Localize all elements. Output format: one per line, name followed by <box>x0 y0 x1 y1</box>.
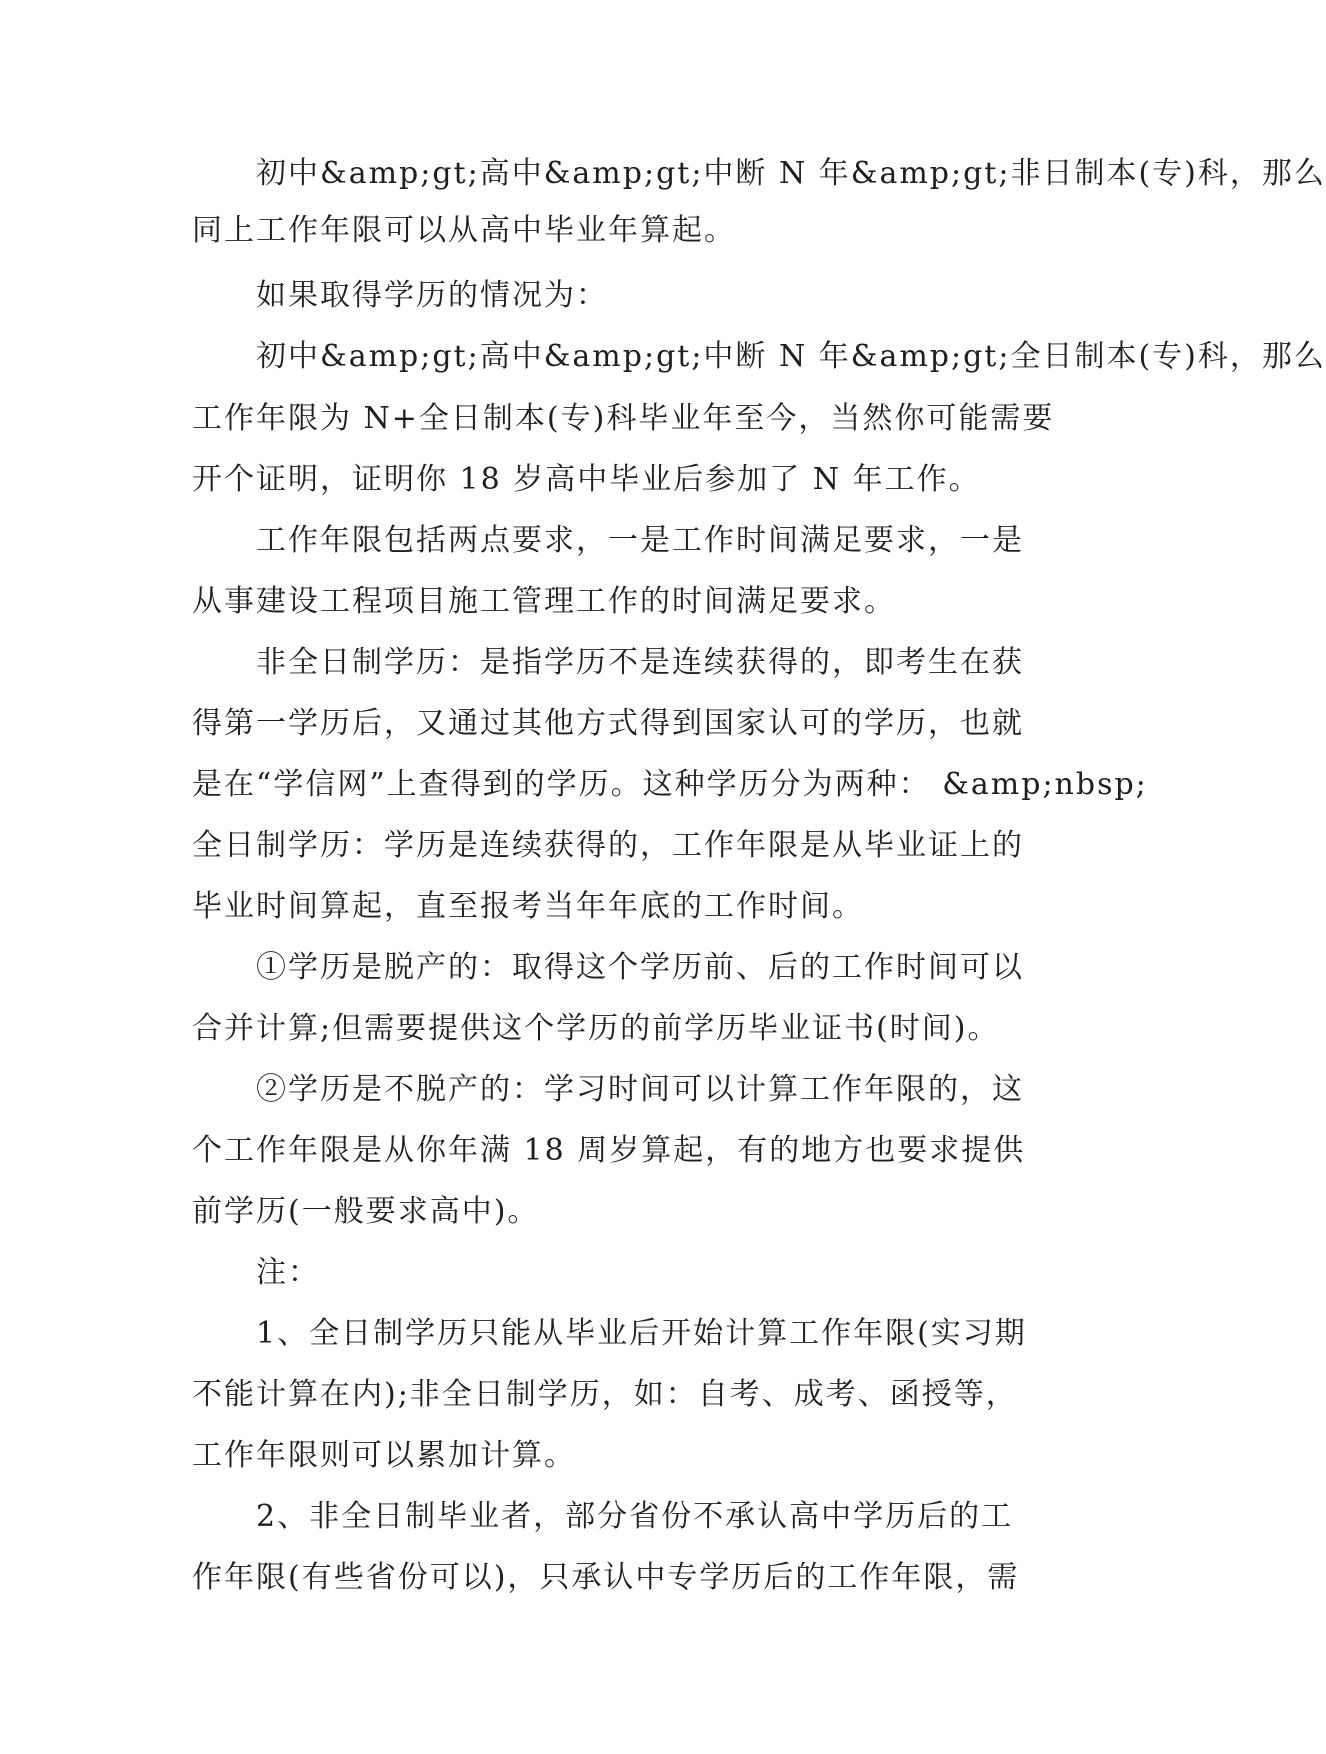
text-line: 是在“学信网”上查得到的学历。这种学历分为两种： &amp;nbsp; <box>192 767 1148 802</box>
text-line: 工作年限为 N+全日制本(专)科毕业年至今，当然你可能需要 <box>192 401 1055 436</box>
text-line: 毕业时间算起，直至报考当年年底的工作时间。 <box>192 889 864 924</box>
text-line: 初中&amp;gt;高中&amp;gt;中断 N 年&amp;gt;全日制本(专)科，那么 <box>256 339 1326 374</box>
text-line: 初中&amp;gt;高中&amp;gt;中断 N 年&amp;gt;非日制本(专)科，那么 <box>256 156 1326 191</box>
text-line: 不能计算在内);非全日制学历，如：自考、成考、函授等， <box>192 1377 1018 1412</box>
text-line: 如果取得学历的情况为： <box>256 278 608 313</box>
text-line: 从事建设工程项目施工管理工作的时间满足要求。 <box>192 584 896 619</box>
text-line: 工作年限则可以累加计算。 <box>192 1438 576 1473</box>
text-line: 作年限(有些省份可以)，只承认中专学历后的工作年限，需 <box>192 1560 1020 1595</box>
text-line: ②学历是不脱产的：学习时间可以计算工作年限的，这 <box>256 1072 1024 1107</box>
text-line: 开个证明，证明你 18 岁高中毕业后参加了 N 年工作。 <box>192 462 981 497</box>
text-line: 非全日制学历：是指学历不是连续获得的，即考生在获 <box>256 645 1024 680</box>
text-line: 同上工作年限可以从高中毕业年算起。 <box>192 213 736 248</box>
text-line: 1、全日制学历只能从毕业后开始计算工作年限(实习期 <box>256 1316 1027 1351</box>
text-line: 工作年限包括两点要求，一是工作时间满足要求，一是 <box>256 523 1024 558</box>
text-line: 个工作年限是从你年满 18 周岁算起，有的地方也要求提供 <box>192 1133 1026 1168</box>
text-line: 得第一学历后，又通过其他方式得到国家认可的学历，也就 <box>192 706 1024 741</box>
text-line: 2、非全日制毕业者，部分省份不承认高中学历后的工 <box>256 1499 1014 1534</box>
text-line: 全日制学历：学历是连续获得的，工作年限是从毕业证上的 <box>192 828 1024 863</box>
text-line: ①学历是脱产的：取得这个学历前、后的工作时间可以 <box>256 950 1024 985</box>
text-line: 合并计算;但需要提供这个学历的前学历毕业证书(时间)。 <box>192 1011 1000 1046</box>
text-line: 注： <box>256 1255 320 1290</box>
text-line: 前学历(一般要求高中)。 <box>192 1194 540 1229</box>
